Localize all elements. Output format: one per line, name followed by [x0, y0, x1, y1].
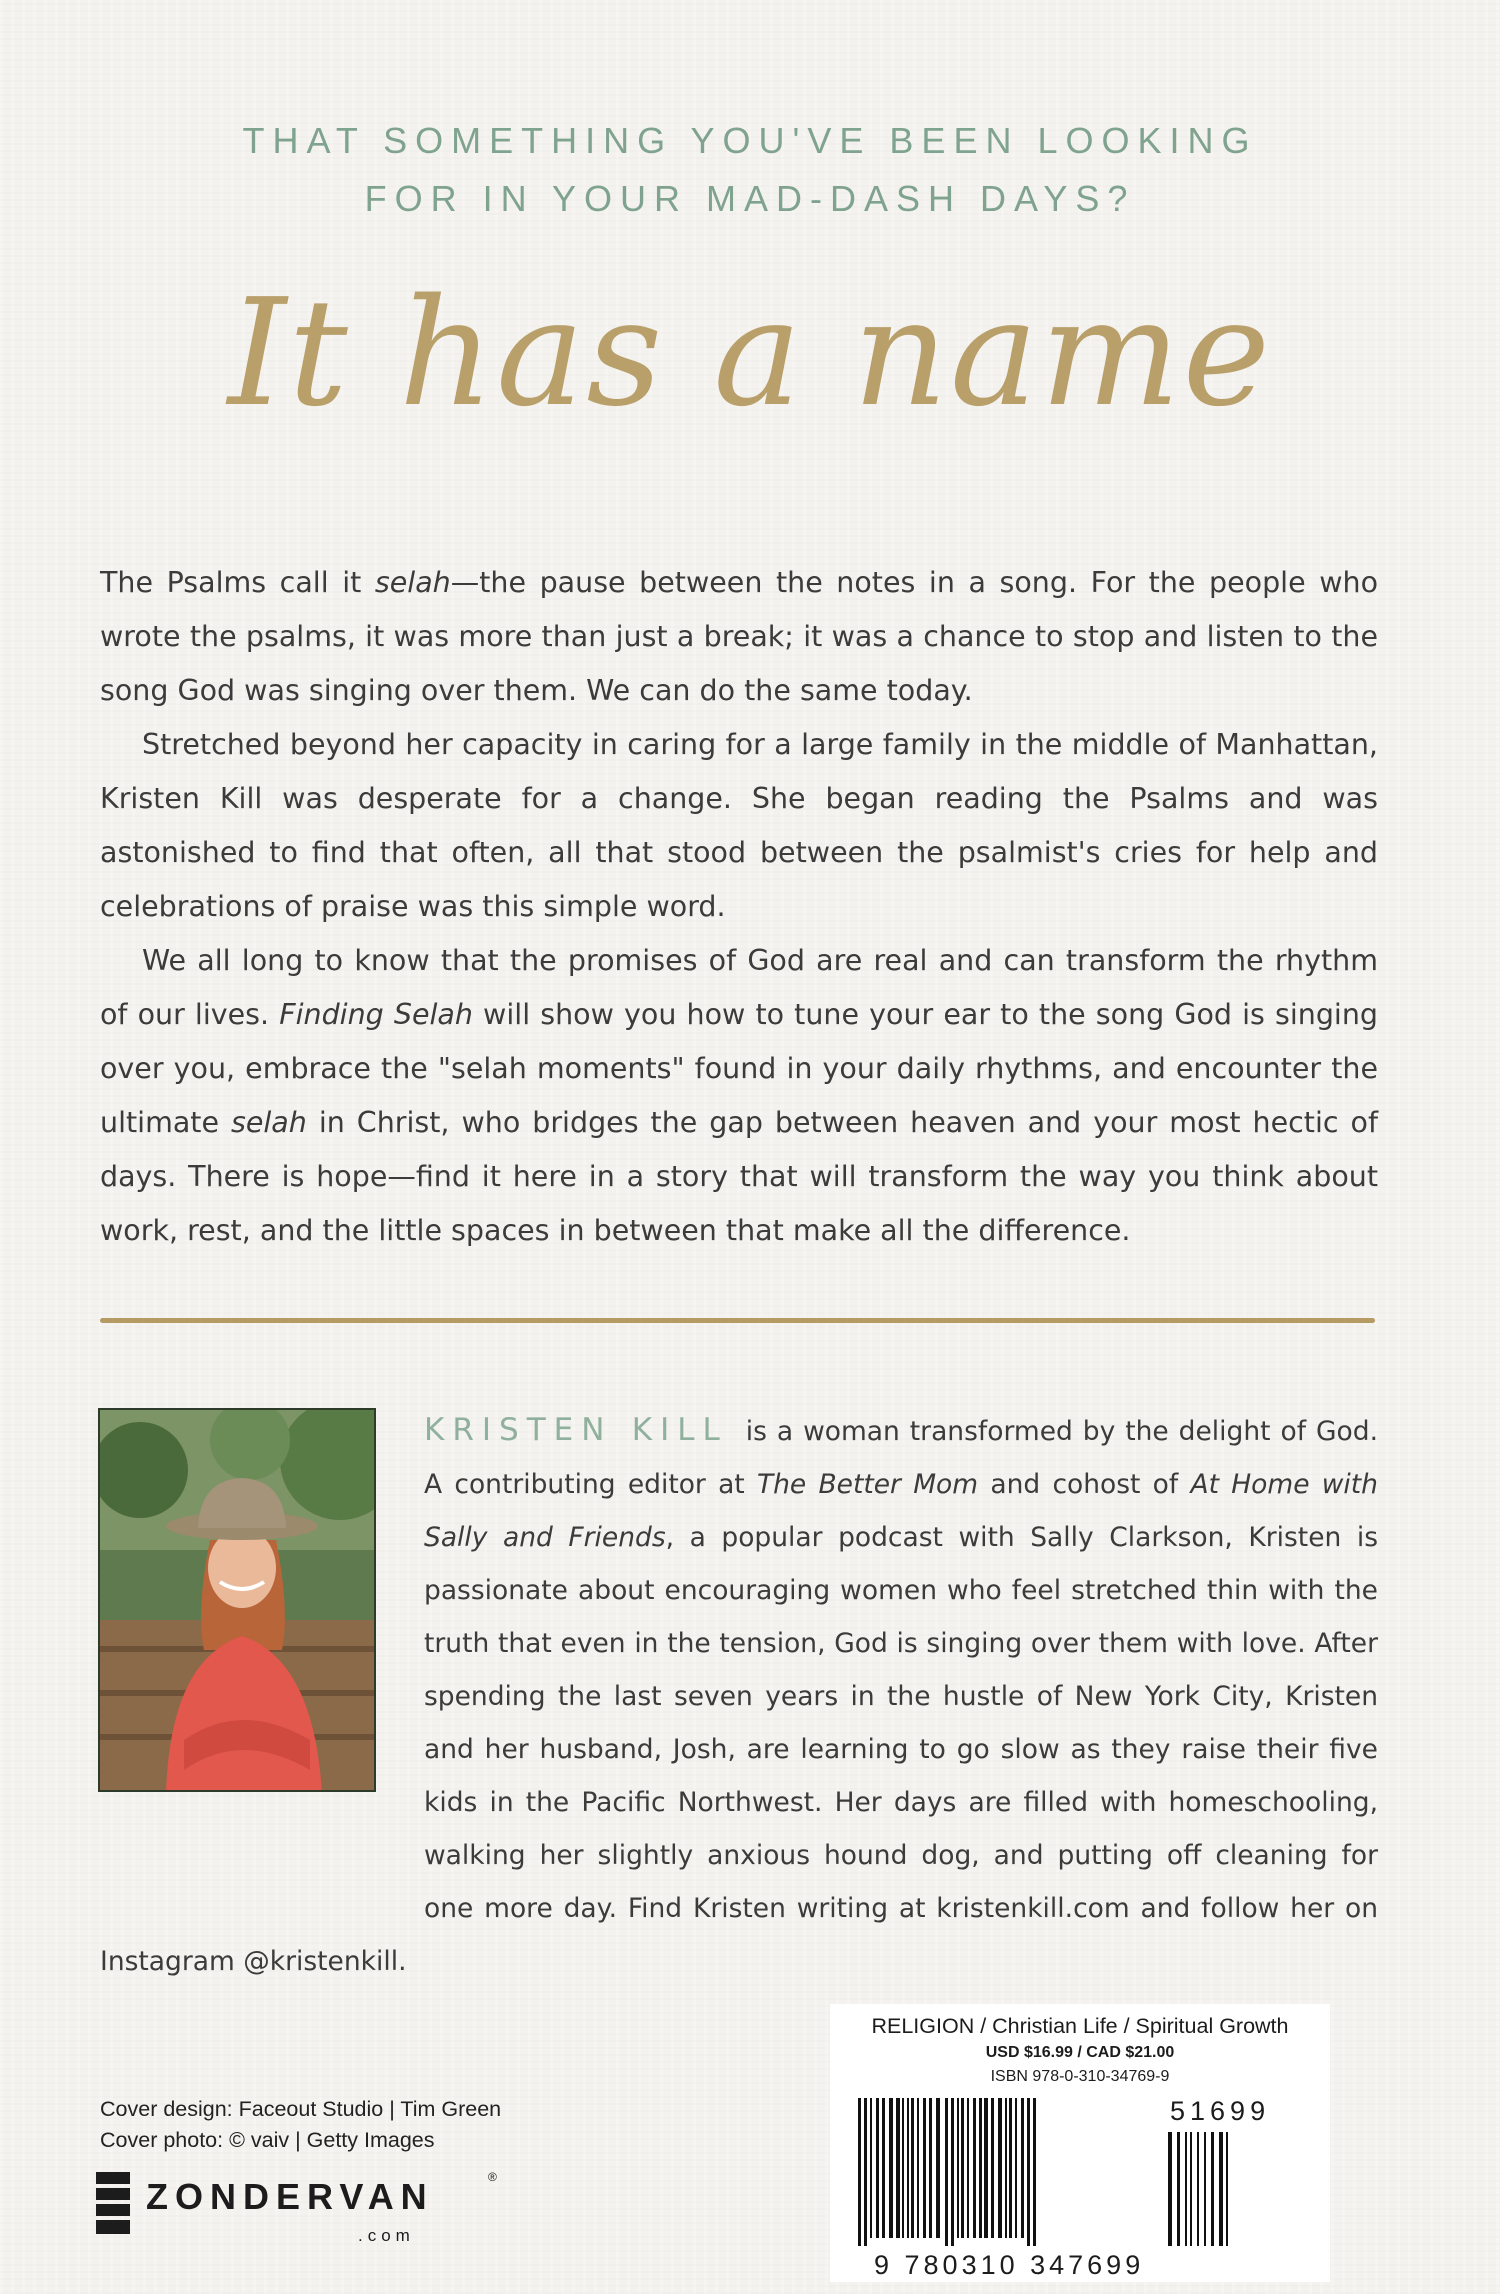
cover-photo-credit: Cover photo: © vaiv | Getty Images [100, 2128, 435, 2152]
gold-divider [100, 1318, 1375, 1323]
publication-title: The Better Mom [756, 1469, 979, 1500]
publisher-domain: .com [358, 2226, 415, 2245]
cover-design-credit: Cover design: Faceout Studio | Tim Green [100, 2097, 502, 2121]
publisher-name: ZONDERVAN [146, 2176, 434, 2217]
book-description [100, 556, 1378, 1258]
zondervan-mark-icon [96, 2172, 130, 2234]
bio-paragraph: KRISTEN KILL is a woman transformed by the delight of God. A contributing editor at The Better Mom and cohost of At Home with Sally and Friends, a popular podcast with Sally Clarkson, Kristen is passionate about encouraging women who feel stretched thin with the truth that even in the tension, God is singing over them with love. After spending the last seven years in the hustle of New York City, Kristen and her husband, Josh, are learning to go slow as they raise their five kids in the Pacific Northwest. Her days are filled with homeschooling, walking her slightly anxious hound dog, and putting off cleaning for one more day. Find Kristen writing at kristenkill.com and follow her on Instagram @kristenkill. [100, 1412, 1379, 1977]
book-title: Finding Selah [279, 998, 473, 1031]
isbn-label: ISBN 978-0-310-34769-9 [990, 2068, 1170, 2085]
teaser-question [0, 112, 1500, 228]
selah-term: selah [374, 566, 451, 599]
author-bio [100, 1404, 1378, 1988]
selah-term: selah [231, 1106, 307, 1139]
teaser-line-2: FOR IN YOUR MAD-DASH DAYS? [364, 178, 1136, 219]
description-paragraph-1: The Psalms call it selah—the pause between the notes in a song. For the people who wrote the psalms, it was more than just a break; it was a chance to stop and listen to the song God was singing over them. We can do the same today. [100, 566, 1379, 707]
headline-script: It has a name [227, 267, 1273, 439]
price-label: USD $16.99 / CAD $21.00 [985, 2044, 1175, 2061]
photo-spacer [100, 1404, 424, 1892]
cover-credits [100, 2094, 501, 2156]
barcode-digits: 9 780310 347699 [874, 2250, 1145, 2280]
description-paragraph-2: Stretched beyond her capacity in caring for a large family in the middle of Manhattan, Kristen Kill was desperate for a change. She began reading the Psalms and was astonished to find that often, all that stood between the psalmist's cries for help and celebrations of praise was this simple word. [100, 728, 1378, 923]
description-paragraph-3: We all long to know that the promises of God are real and can transform the rhythm of our lives. Finding Selah will show you how to tune your ear to the song God is singing over you, embrace the "selah moments" found in your daily rhythms, and encounter the ultimate selah in Christ, who bridges the gap between heaven and your most hectic of days. There is hope—find it here in a story that will transform the way you think about work, rest, and the little spaces in between that make all the difference. [100, 944, 1378, 1247]
teaser-line-1: THAT SOMETHING YOU'VE BEEN LOOKING [242, 120, 1258, 161]
barcode-panel [830, 2004, 1330, 2282]
podcast-title: At Home with Sally and Friends [424, 1469, 1378, 1553]
barcode-addon-digits: 51699 [1170, 2096, 1271, 2126]
trademark-symbol: ® [488, 2170, 497, 2184]
publisher-logo [96, 2162, 516, 2252]
bisac-category: RELIGION / Christian Life / Spiritual Growth [871, 2014, 1289, 2038]
author-name: KRISTEN KILL [424, 1412, 728, 1448]
